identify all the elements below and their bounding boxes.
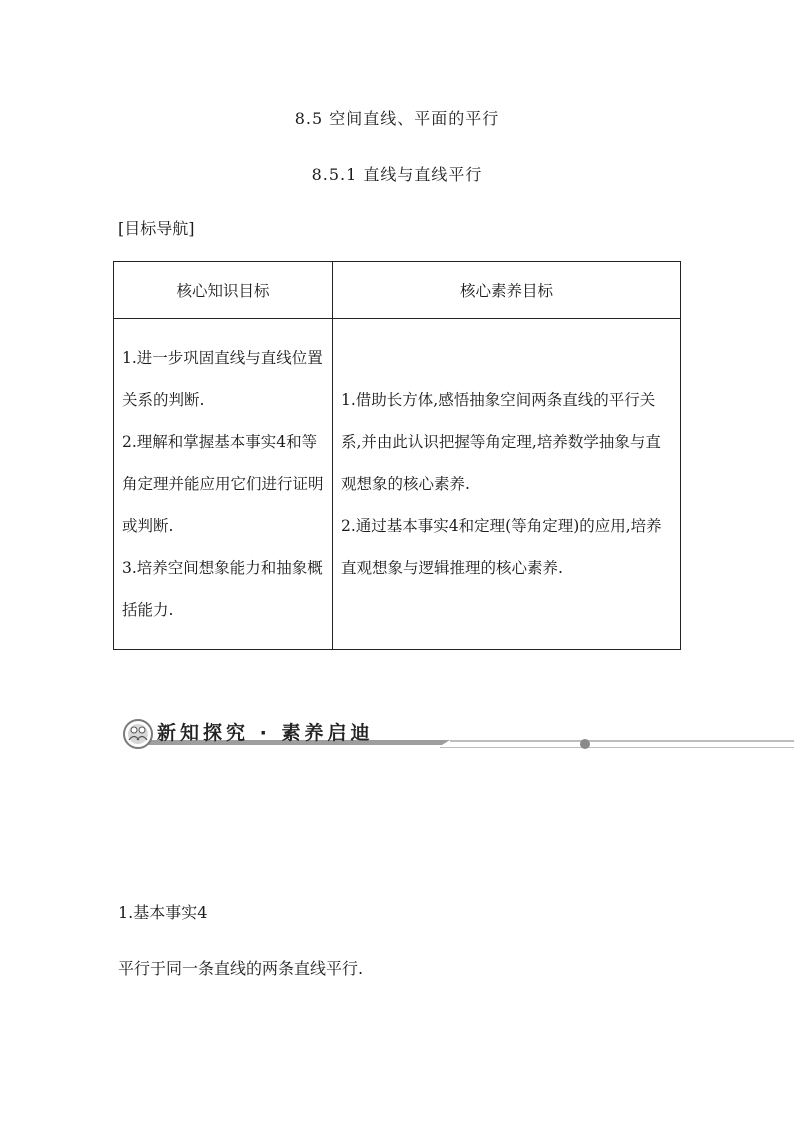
page-title: 8.5 空间直线、平面的平行 <box>294 109 500 128</box>
knowledge-goal-item: 3.培养空间想象能力和抽象概括能力. <box>122 559 323 619</box>
section-heading: 1.基本事实4 <box>118 903 208 922</box>
goal-nav-label: [目标导航] <box>118 219 195 238</box>
people-badge-icon <box>124 720 152 748</box>
knowledge-goal-item: 2.理解和掌握基本事实4和等角定理并能应用它们进行证明或判断. <box>122 433 324 535</box>
page-subtitle: 8.5.1 直线与直线平行 <box>311 165 483 184</box>
header-knowledge-goals: 核心知识目标 <box>114 262 333 319</box>
knowledge-goals-cell <box>114 319 333 650</box>
knowledge-goal-item: 1.进一步巩固直线与直线位置关系的判断. <box>122 349 323 409</box>
banner-title: 新知探究 · 素养启迪 <box>157 722 374 744</box>
goals-table <box>113 261 681 650</box>
literacy-goals-cell <box>333 319 681 650</box>
section-body: 平行于同一条直线的两条直线平行. <box>118 959 364 978</box>
header-literacy-goals: 核心素养目标 <box>333 262 681 319</box>
literacy-goal-item: 1.借助长方体,感悟抽象空间两条直线的平行关系,并由此认识把握等角定理,培养数学抽象与直观想象的核心素养. <box>341 391 661 493</box>
literacy-goal-item: 2.通过基本事实4和定理(等角定理)的应用,培养直观想象与逻辑推理的核心素养. <box>341 517 662 577</box>
